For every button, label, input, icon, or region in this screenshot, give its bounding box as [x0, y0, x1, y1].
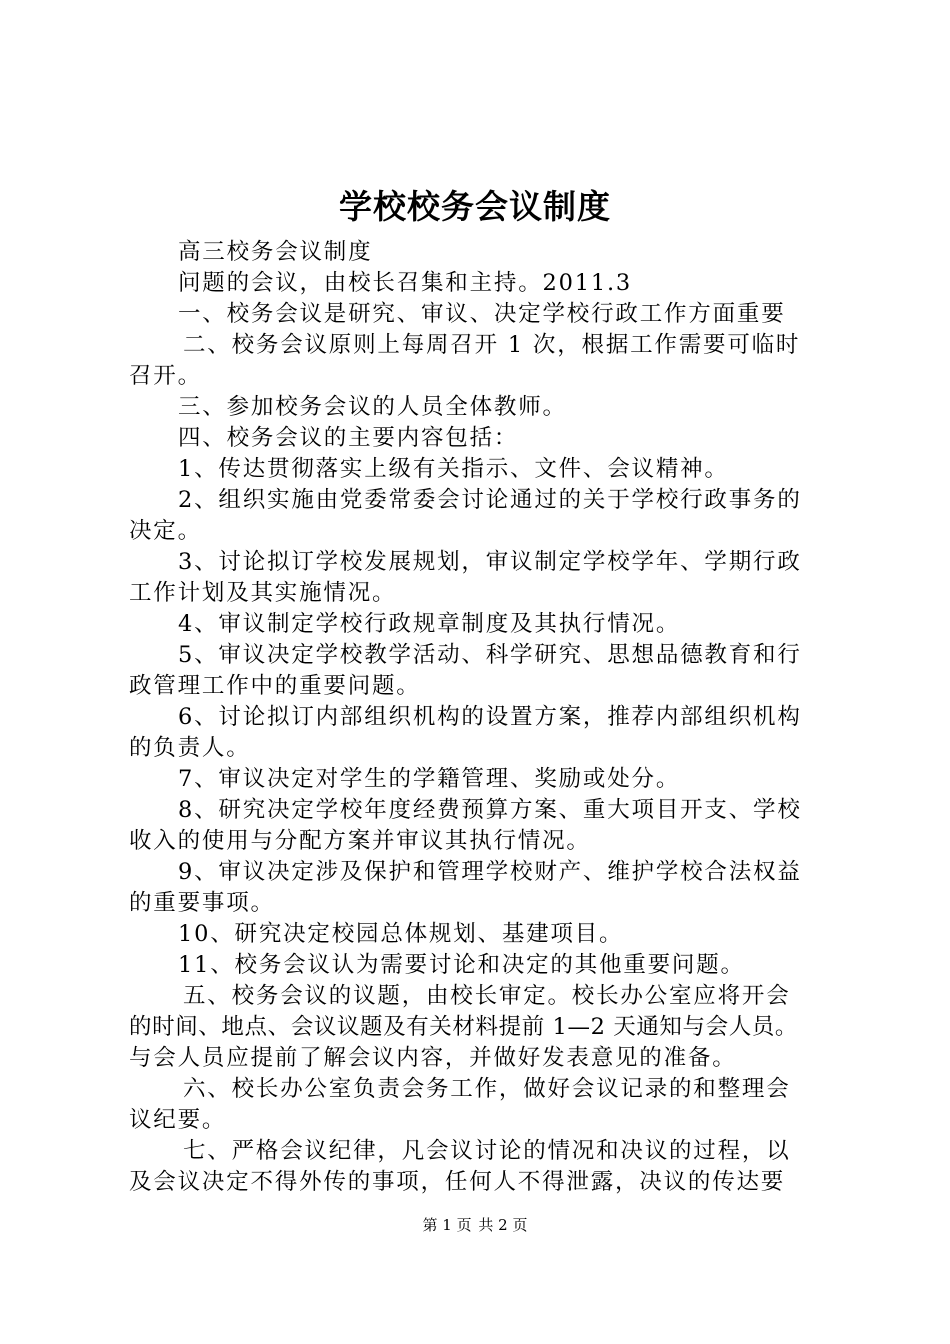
- body-line: 工作计划及其实施情况。: [129, 580, 397, 606]
- body-line: 收入的使用与分配方案并审议其执行情况。: [129, 828, 591, 854]
- body-line: 的时间、地点、会议议题及有关材料提前 1—2 天通知与会人员。: [129, 1014, 799, 1040]
- body-line: 4、审议制定学校行政规章制度及其执行情况。: [178, 611, 681, 637]
- body-line: 四、校务会议的主要内容包括：: [178, 425, 519, 451]
- page-footer: [0, 1214, 950, 1236]
- body-line: 2、组织实施由党委常委会讨论通过的关于学校行政事务的: [178, 487, 802, 513]
- body-line: 六、校长办公室负责会务工作，做好会议记录的和整理会: [183, 1076, 791, 1102]
- body-line: 三、参加校务会议的人员全体教师。: [178, 394, 567, 420]
- body-line: 问题的会议，由校长召集和主持。2011.3: [178, 270, 633, 296]
- body-line: 的负责人。: [129, 735, 251, 761]
- body-line: 8、研究决定学校年度经费预算方案、重大项目开支、学校: [178, 797, 802, 823]
- body-line: 召开。: [129, 363, 202, 389]
- body-line: 11、校务会议认为需要讨论和决定的其他重要问题。: [178, 952, 745, 978]
- body-line: 议纪要。: [129, 1107, 227, 1133]
- body-line: 二、校务会议原则上每周召开 1 次，根据工作需要可临时: [183, 332, 801, 358]
- body-line: 6、讨论拟订内部组织机构的设置方案，推荐内部组织机构: [178, 704, 802, 730]
- body-line: 7、审议决定对学生的学籍管理、奖励或处分。: [178, 766, 681, 792]
- body-line: 10、研究决定校园总体规划、基建项目。: [178, 921, 624, 947]
- body-line: 高三校务会议制度: [178, 239, 373, 265]
- body-line: 决定。: [129, 518, 202, 544]
- body-line: 3、讨论拟订学校发展规划，审议制定学校学年、学期行政: [178, 549, 802, 575]
- body-line: 七、严格会议纪律，凡会议讨论的情况和决议的过程，以: [183, 1138, 791, 1164]
- body-line: 5、审议决定学校教学活动、科学研究、思想品德教育和行: [178, 642, 802, 668]
- body-line: 的重要事项。: [129, 890, 275, 916]
- page-number: 第 1 页: [422, 1216, 472, 1234]
- body-line: 及会议决定不得外传的事项，任何人不得泄露，决议的传达要: [129, 1169, 786, 1195]
- document-title: 学校校务会议制度: [339, 187, 611, 226]
- body-line: 五、校务会议的议题，由校长审定。校长办公室应将开会: [183, 983, 791, 1009]
- body-line: 一、校务会议是研究、审议、决定学校行政工作方面重要: [178, 301, 786, 327]
- body-line: 1、传达贯彻落实上级有关指示、文件、会议精神。: [178, 456, 729, 482]
- body-line: 与会人员应提前了解会议内容，并做好发表意见的准备。: [129, 1045, 737, 1071]
- page-total: 共 2 页: [478, 1216, 528, 1234]
- body-line: 政管理工作中的重要问题。: [129, 673, 421, 699]
- body-line: 9、审议决定涉及保护和管理学校财产、维护学校合法权益: [178, 859, 802, 885]
